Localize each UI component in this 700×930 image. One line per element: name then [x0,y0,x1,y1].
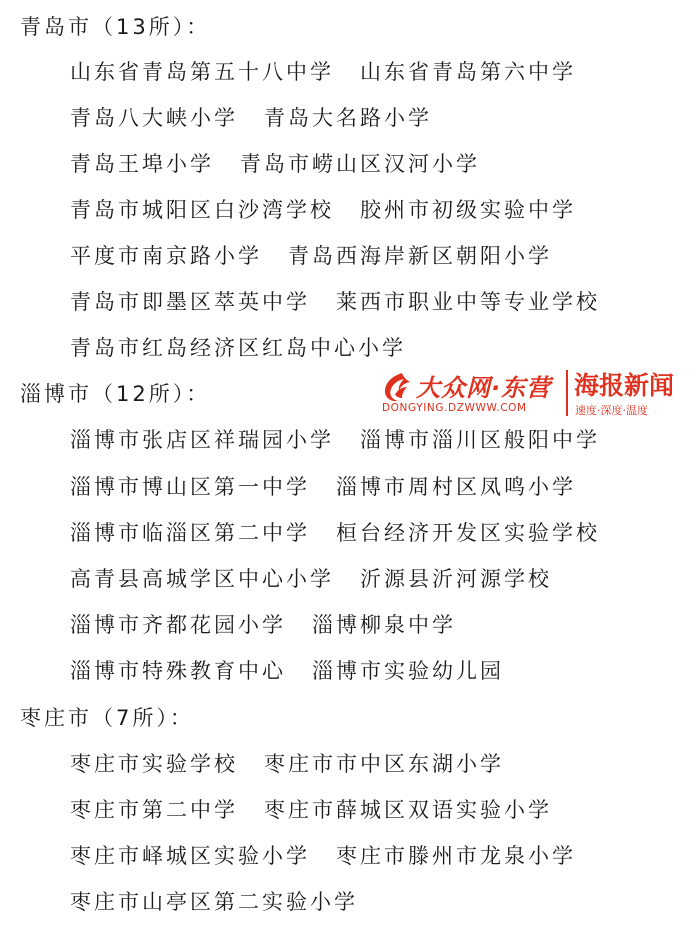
watermark-brand [380,368,562,420]
flame-logo-icon [380,370,414,404]
school-name: 青岛市红岛经济区红岛中心小学 [70,336,406,360]
school-name: 淄博市实验幼儿园 [312,659,504,683]
school-name: 青岛市城阳区白沙湾学校 [70,198,334,222]
school-name: 青岛市即墨区萃英中学 [70,290,310,314]
school-name: 沂源县沂河源学校 [360,567,552,591]
school-name: 淄博市临淄区第二中学 [70,521,310,545]
school-name: 枣庄市第二中学 [70,798,238,822]
school-name: 青岛大名路小学 [264,106,432,130]
school-name: 淄博市淄川区般阳中学 [360,428,600,452]
list-line [70,841,576,871]
school-name: 平度市南京路小学 [70,244,262,268]
school-name: 山东省青岛第六中学 [360,60,576,84]
list-line [70,103,432,133]
school-name: 青岛市崂山区汉河小学 [240,152,480,176]
watermark [380,368,698,420]
list-line [70,749,504,779]
list-line [70,195,576,225]
school-name: 莱西市职业中等专业学校 [336,290,600,314]
list-line [70,57,576,87]
list-line [70,610,456,640]
school-name: 淄博市周村区凤鸣小学 [336,475,576,499]
school-name: 枣庄市滕州市龙泉小学 [336,844,576,868]
section-heading-zibo: 淄博市（12所）： [20,382,211,406]
school-name: 胶州市初级实验中学 [360,198,576,222]
school-name: 枣庄市山亭区第二实验小学 [70,890,358,914]
section-heading-qingdao: 青岛市（13所）： [20,15,211,39]
list-line [70,887,358,917]
list-line [70,287,600,317]
list-line [70,795,552,825]
school-name: 枣庄市薛城区双语实验小学 [264,798,552,822]
watermark-brand-name: 大众网·东营 [416,374,552,402]
school-name: 青岛八大峡小学 [70,106,238,130]
school-name: 枣庄市峄城区实验小学 [70,844,310,868]
school-name: 枣庄市实验学校 [70,752,238,776]
school-name: 淄博市博山区第一中学 [70,475,310,499]
list-line [70,472,576,502]
list-line [70,656,504,686]
school-name: 淄博市齐都花园小学 [70,613,286,637]
school-name: 青岛西海岸新区朝阳小学 [288,244,552,268]
school-name: 桓台经济开发区实验学校 [336,521,600,545]
watermark-divider [566,370,568,416]
watermark-slogan: 海报新闻 [574,371,675,400]
list-line [70,241,552,271]
watermark-tagline: 速度·深度·温度 [575,404,648,417]
list-line [70,333,406,363]
watermark-domain: DONGYING.DZWWW.COM [382,402,527,414]
school-name: 淄博市张店区祥瑞园小学 [70,428,334,452]
school-name: 枣庄市市中区东湖小学 [264,752,504,776]
school-name: 青岛王埠小学 [70,152,214,176]
school-name: 高青县高城学区中心小学 [70,567,334,591]
school-name: 淄博市特殊教育中心 [70,659,286,683]
list-line [70,564,552,594]
school-name: 山东省青岛第五十八中学 [70,60,334,84]
watermark-slogan-block [574,368,698,420]
school-name: 淄博柳泉中学 [312,613,456,637]
list-line [70,425,600,455]
section-heading-zaozhuang: 枣庄市（7所）： [20,706,194,730]
list-line [70,149,480,179]
list-line [70,518,600,548]
